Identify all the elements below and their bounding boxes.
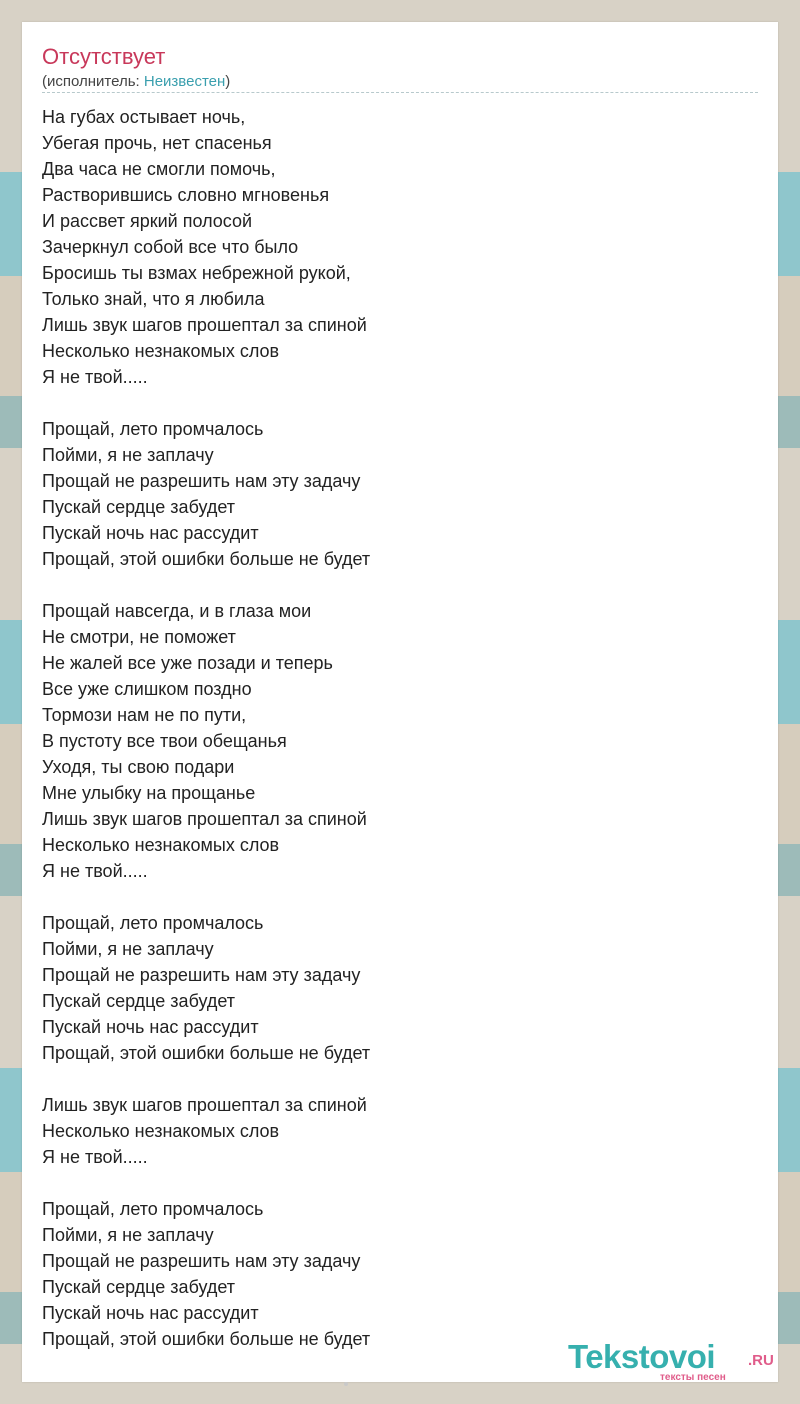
lyrics-text: На губах остывает ночь, Убегая прочь, нет спасенья Два часа не смогли помочь, Растворившись словно мгновенья И рассвет яркий полосой Зачеркнул собой все что было Бросишь ты взмах небрежной рукой, Только знай, что я любила Лишь звук шагов прошептал за спиной Несколько незнакомых слов Я не твой..... Прощай, лето промчалось Пойми, я не заплачу Прощай не разрешить нам эту задачу Пускай сердце забудет Пускай ночь нас рассудит Прощай, этой ошибки больше не будет Прощай навсегда, и в глаза мои Не смотри, не поможет Не жалей все уже позади и теперь Все уже слишком поздно Тормози нам не по пути, В пустоту все твои обещанья Уходя, ты свою подари Мне улыбку на прощанье Лишь звук шагов прошептал за спиной Несколько незнакомых слов Я не твой..... Прощай, лето промчалось Пойми, я не заплачу Прощай не разрешить нам эту задачу Пускай сердце забудет Пускай ночь нас рассудит Прощай, этой ошибки больше не будет Лишь звук шагов прошептал за спиной Несколько незнакомых слов Я не твой..... Прощай, лето промчалось Пойми, я не заплачу Прощай не разрешить нам эту задачу Пускай сердце забудет Пускай ночь нас рассудит Прощай, этой ошибки больше не будет — [42, 107, 371, 1349]
artist-suffix: ) — [225, 73, 231, 90]
logo-tagline: тексты песен — [660, 1372, 726, 1383]
logo-wordmark: Tekstovoi — [568, 1338, 716, 1375]
site-logo[interactable] — [568, 1338, 778, 1384]
song-title: Отсутствует — [42, 44, 166, 69]
logo-domain: .RU — [748, 1352, 774, 1369]
artist-line — [42, 73, 230, 90]
artist-link[interactable]: Неизвестен — [143, 73, 226, 90]
title-divider — [42, 92, 758, 93]
bottom-dot — [344, 1382, 348, 1386]
lyrics-card — [22, 22, 778, 1382]
artist-prefix: (исполнитель: — [42, 73, 144, 90]
